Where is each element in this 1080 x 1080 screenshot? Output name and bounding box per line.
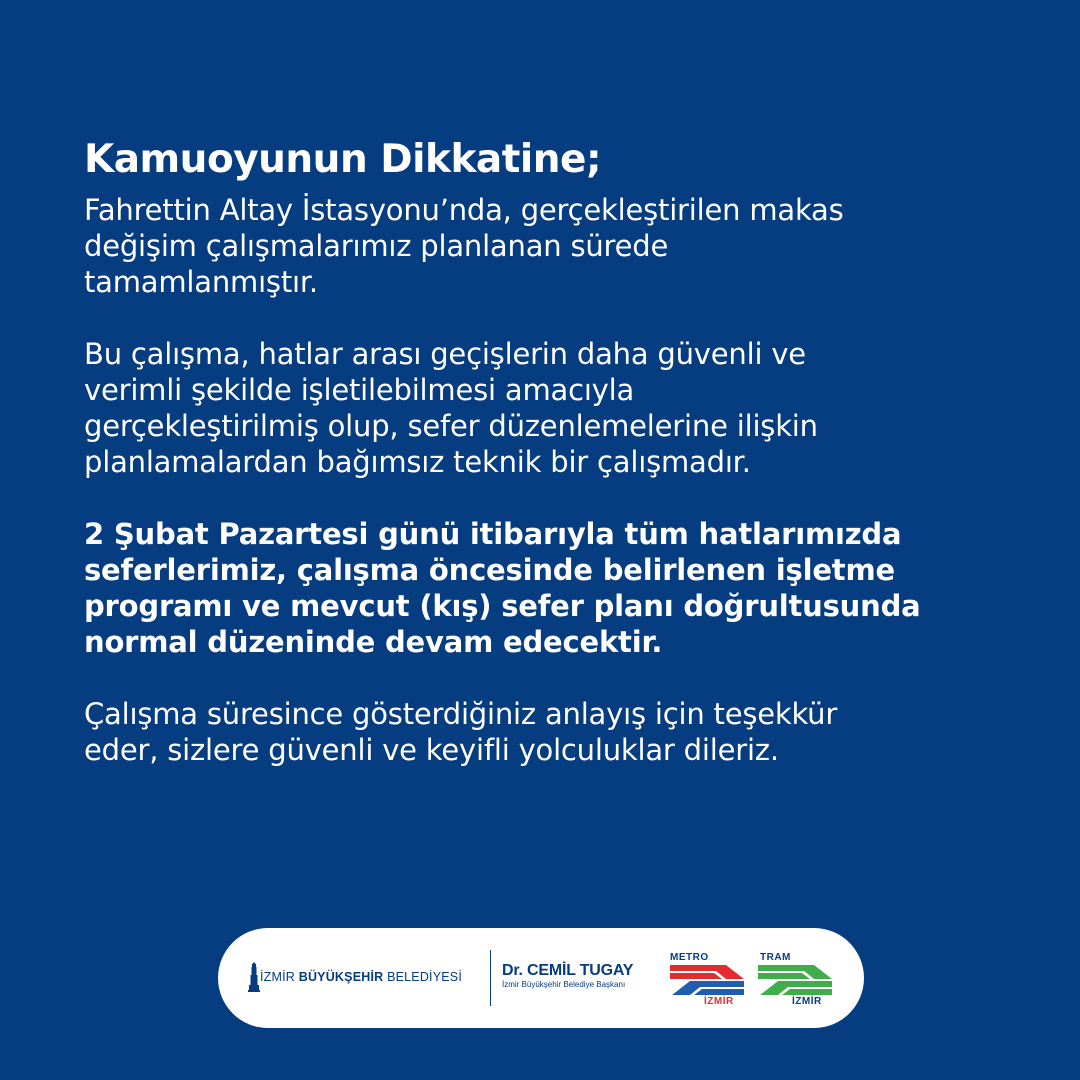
metro-label: METRO (670, 952, 709, 963)
paragraph-3-highlight (84, 516, 1014, 660)
text-line: planlamalardan bağımsız teknik bir çalışmadır. (84, 445, 751, 479)
tram-label: TRAM (760, 952, 791, 963)
announcement-title: Kamuoyunun Dikkatine; (84, 137, 602, 182)
text-line: programı ve mevcut (kış) sefer planı doğrultusunda (84, 589, 921, 623)
municipality-bold: BÜYÜKŞEHİR (298, 970, 384, 984)
text-line: Fahrettin Altay İstasyonu’nda, gerçekleştirilen makas (84, 193, 844, 227)
metro-izmir-logo (668, 950, 746, 1008)
text-line: eder, sizlere güvenli ve keyifli yolculuklar dileriz. (84, 733, 779, 767)
paragraph-2 (84, 336, 1014, 480)
paragraph-1 (84, 192, 1014, 300)
text-line: 2 Şubat Pazartesi günü itibarıyla tüm hatlarımızda (84, 517, 902, 551)
mayor-signature (502, 962, 633, 990)
municipality-name (260, 970, 462, 984)
municipality-suffix: BELEDİYESİ (387, 970, 463, 984)
text-line: Bu çalışma, hatlar arası geçişlerin daha güvenli ve (84, 337, 806, 371)
paragraph-4 (84, 696, 1014, 768)
mayor-name: Dr. CEMİL TUGAY (502, 962, 634, 979)
text-line: tamamlanmıştır. (84, 265, 318, 299)
tram-izmir-logo (756, 950, 834, 1008)
text-line: Çalışma süresince gösterdiğiniz anlayış için teşekkür (84, 697, 838, 731)
footer-logo-bar (218, 928, 864, 1028)
text-line: seferlerimiz, çalışma öncesinde belirlenen işletme (84, 553, 895, 587)
clock-tower-icon (248, 962, 260, 992)
tram-izmir-label: İZMİR (792, 996, 822, 1007)
text-line: gerçekleştirilmiş olup, sefer düzenlemelerine ilişkin (84, 409, 818, 443)
footer-divider (490, 950, 491, 1006)
municipality-prefix: İZMİR (260, 970, 296, 984)
announcement (84, 136, 1014, 804)
metro-izmir-label: İZMİR (704, 996, 734, 1007)
text-line: değişim çalışmalarımız planlanan sürede (84, 229, 669, 263)
text-line: verimli şekilde işletilebilmesi amacıyla (84, 373, 635, 407)
text-line: normal düzeninde devam edecektir. (84, 625, 663, 659)
izmir-municipality-logo (248, 962, 462, 992)
mayor-title: İzmir Büyükşehir Belediye Başkanı (502, 980, 626, 989)
